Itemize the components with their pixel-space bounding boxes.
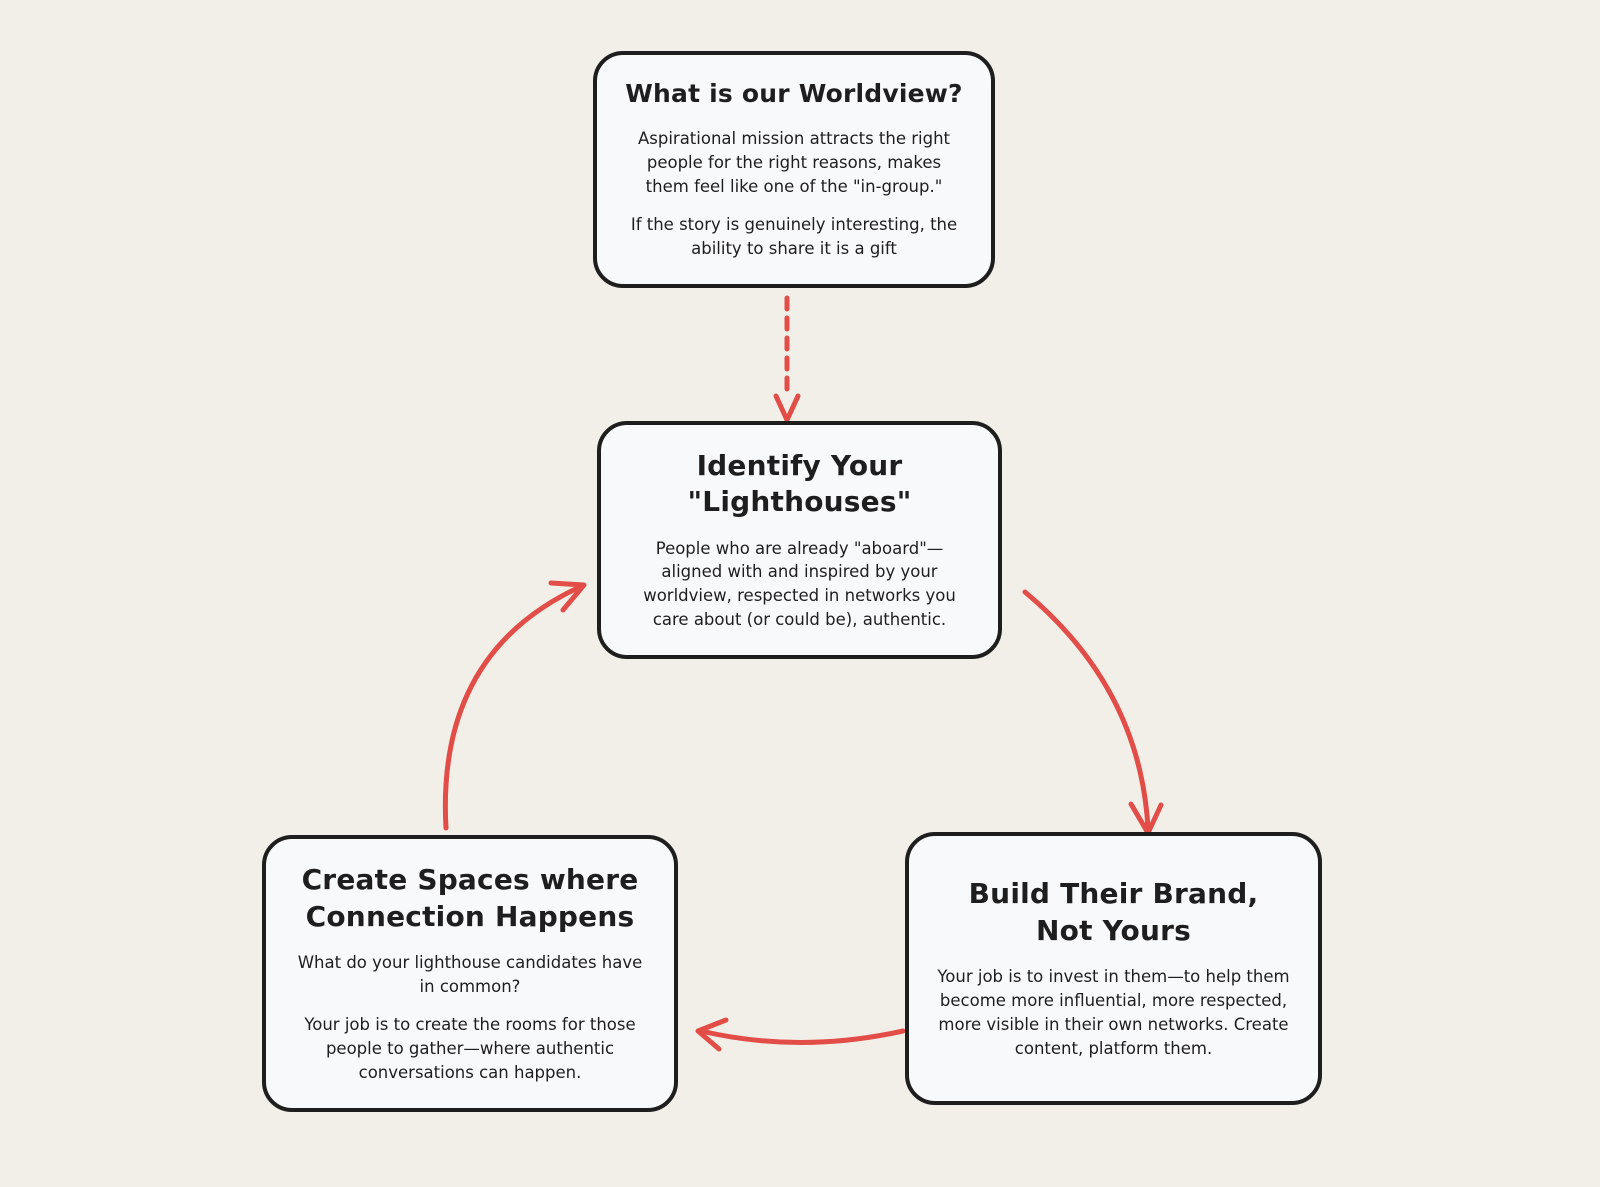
arrow-lighthouses-to-brand (1025, 592, 1161, 833)
node-spaces-title-line1: Create Spaces where (301, 863, 639, 897)
arrow-brand-to-spaces (698, 1020, 903, 1049)
node-brand (905, 832, 1322, 1105)
node-worldview-body-2: If the story is genuinely interesting, the ability to share it is a gift (630, 214, 958, 258)
node-worldview-body-1: Aspirational mission attracts the right people for the right reasons, makes them feel like one of the "in-group." (637, 128, 951, 196)
node-lighthouses-title-line1: Identify Your (696, 448, 903, 482)
node-spaces-body-2: Your job is to create the rooms for those people to gather—where authentic conversations can happen. (304, 1014, 636, 1082)
node-spaces (262, 835, 678, 1112)
arrow-spaces-to-lighthouses (445, 583, 584, 828)
node-spaces-title-line2: Connection Happens (305, 899, 635, 933)
node-worldview (593, 51, 995, 288)
node-brand-body: Your job is to invest in them—to help them become more influential, more respected, more visible in their own networks. Create content, platform them. (937, 967, 1290, 1058)
node-brand-title-line2: Not Yours (1036, 913, 1191, 947)
node-brand-title (969, 876, 1259, 949)
node-lighthouses-title (687, 448, 911, 521)
node-lighthouses-body: People who are already "aboard"—aligned with and inspired by your worldview, respected in networks you care about (or could be), authentic. (643, 538, 956, 630)
arrow-worldview-to-lighthouses (776, 298, 798, 420)
node-spaces-body-1: What do your lighthouse candidates have in common? (297, 953, 643, 996)
node-spaces-title (302, 862, 639, 935)
node-brand-title-line1: Build Their Brand, (968, 877, 1259, 911)
node-worldview-title: What is our Worldview? (625, 79, 963, 109)
node-lighthouses-title-line2: "Lighthouses" (687, 485, 912, 519)
node-lighthouses (597, 421, 1002, 659)
